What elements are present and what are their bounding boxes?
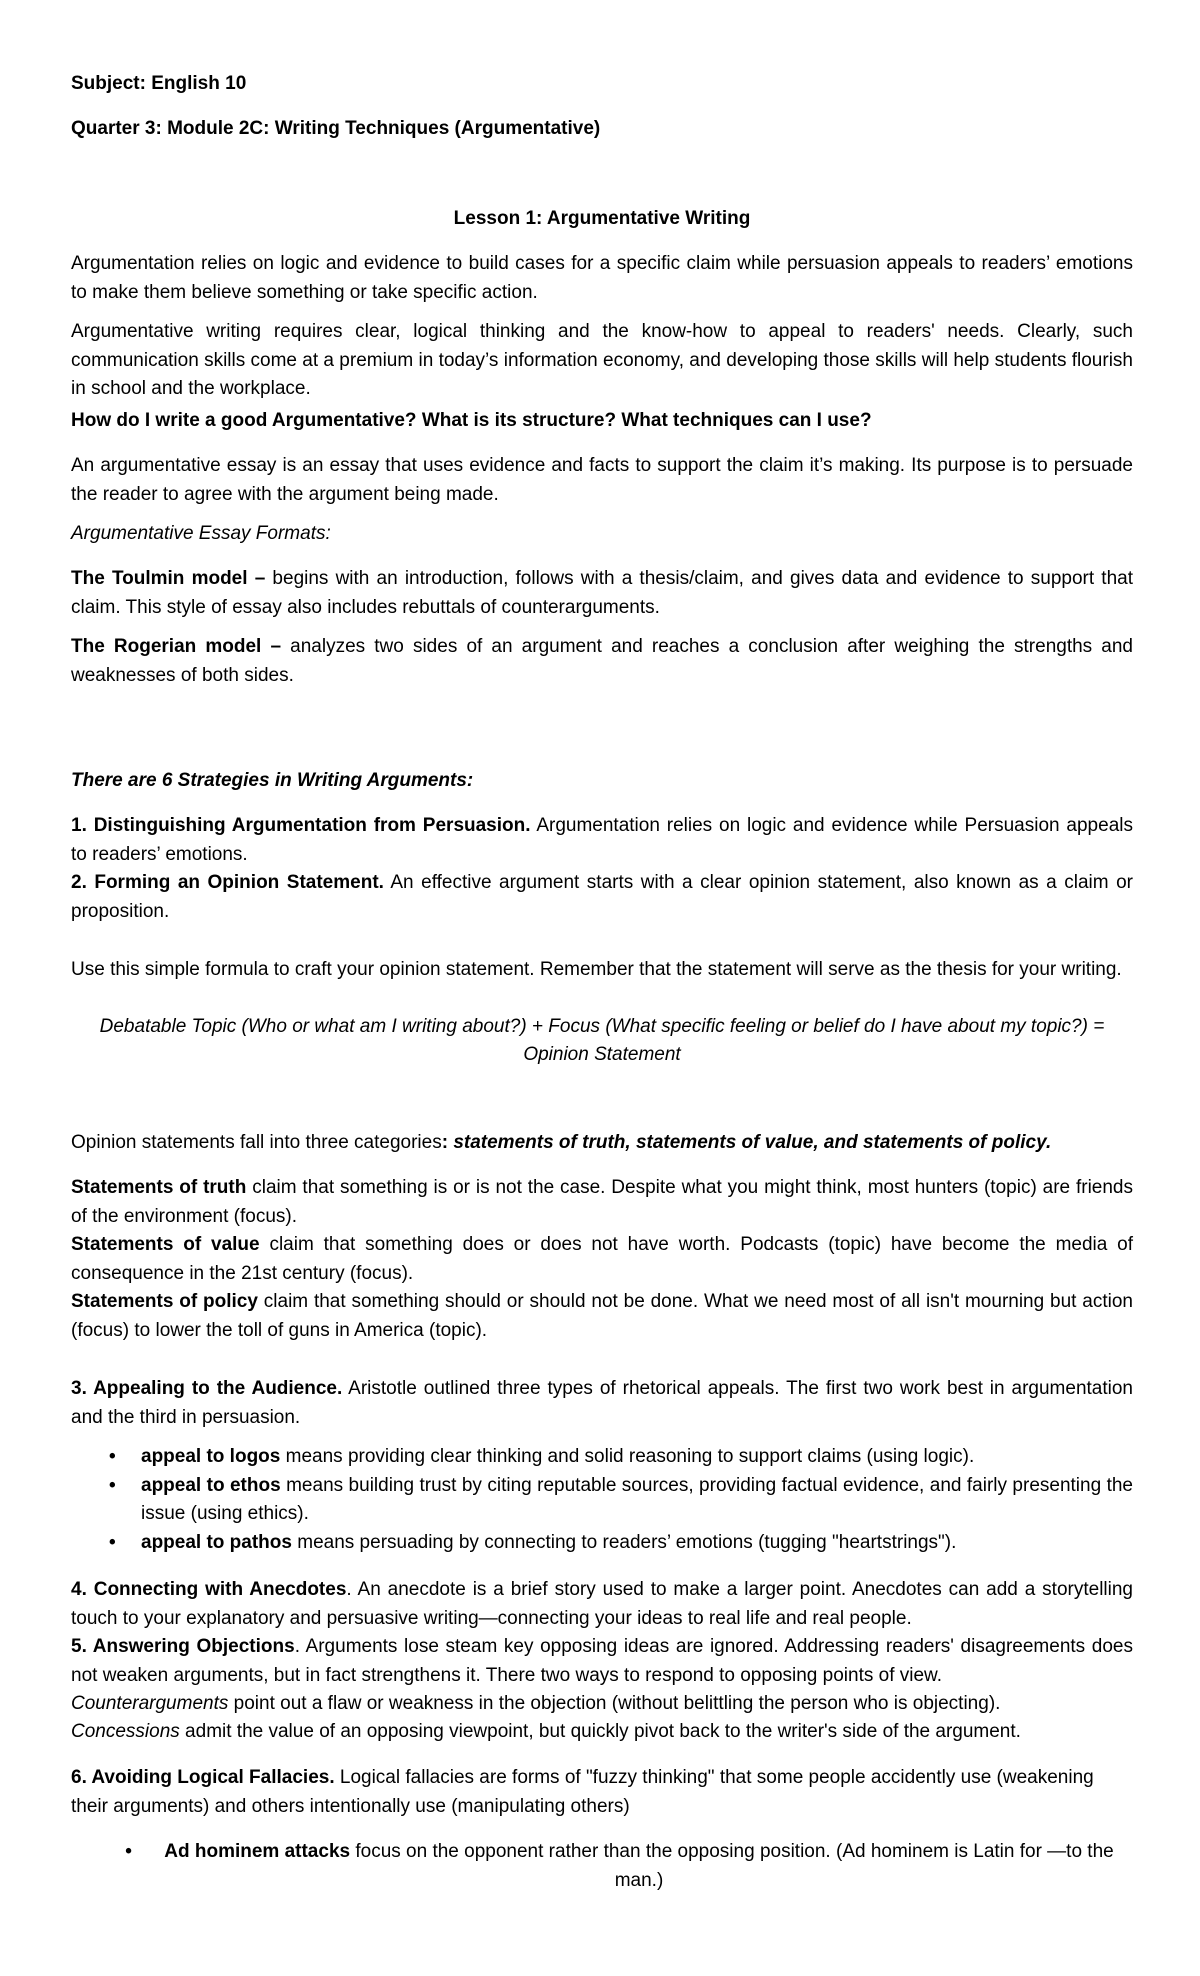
value-text: claim that something does or does not have worth. Podcasts (topic) have become the media of consequence in the 21st century (focus).	[71, 1234, 1133, 1284]
strategy-5-text: . Arguments lose steam key opposing ideas are ignored. Addressing readers' disagreements does not weaken arguments, but in fact strengthens it. There two ways to respond to opposing points of view.	[71, 1636, 1133, 1686]
formula-intro: Use this simple formula to craft your opinion statement. Remember that the statement will serve as the thesis for your writing.	[71, 959, 1122, 980]
strategy-4-text: . An anecdote is a brief story used to make a larger point. Anecdotes can add a storytelling touch to your explanatory and persuasive writing—connecting your ideas to real life and real people.	[71, 1579, 1134, 1629]
ad-hominem-item	[71, 1838, 1133, 1895]
guiding-question: How do I write a good Argumentative? What is its structure? What techniques can I use?	[71, 410, 872, 431]
truth-text: claim that something is or is not the case. Despite what you might think, most hunters (topic) are friends of the environment (focus).	[71, 1177, 1133, 1227]
bullet-icon: •	[109, 1446, 116, 1467]
categories-lead: Opinion statements fall into three categories	[71, 1132, 442, 1153]
module-line: Quarter 3: Module 2C: Writing Techniques (Argumentative)	[71, 118, 601, 139]
concessions-line	[71, 1718, 1133, 1747]
rogerian-paragraph	[71, 633, 1133, 690]
strategy-3-title: 3. Appealing to the Audience.	[71, 1378, 343, 1399]
counterarguments-line	[71, 1690, 1133, 1719]
toulmin-text: begins with an introduction, follows with a thesis/claim, and gives data and evidence to support that claim. This style of essay also includes rebuttals of counterarguments.	[71, 568, 1133, 618]
strategy-5-title: 5. Answering Objections	[71, 1636, 295, 1657]
counterarguments-term: Counterarguments	[71, 1693, 229, 1714]
strategy-3	[71, 1375, 1133, 1432]
bullet-icon: •	[125, 1841, 132, 1862]
statements-of-policy	[71, 1288, 1133, 1345]
intro-paragraph-1: Argumentation relies on logic and evidence to build cases for a specific claim while persuasion appeals to readers’ emotions to make them believe something or take specific action.	[71, 253, 1133, 303]
intro-paragraph-2: Argumentative writing requires clear, logical thinking and the know-how to appeal to readers' needs. Clearly, such communication skills come at a premium in today’s information economy, and developing those skills will help students flourish in school and the workplace.	[71, 321, 1133, 399]
essay-definition: An argumentative essay is an essay that uses evidence and facts to support the claim it’s making. Its purpose is to persuade the reader to agree with the argument being made.	[71, 455, 1133, 505]
strategy-6-title: 6. Avoiding Logical Fallacies.	[71, 1767, 335, 1788]
concessions-term: Concessions	[71, 1721, 180, 1742]
concessions-text: admit the value of an opposing viewpoint, but quickly pivot back to the writer's side of the argument.	[179, 1721, 1021, 1742]
statements-of-truth	[71, 1174, 1133, 1231]
categories-colon: :	[441, 1132, 449, 1153]
counterarguments-text: point out a flaw or weakness in the objection (without belittling the person who is objecting).	[228, 1693, 1001, 1714]
appeal-text: means persuading by connecting to readers’ emotions (tugging "heartstrings").	[291, 1531, 957, 1553]
list-item	[71, 1472, 1133, 1529]
formats-heading: Argumentative Essay Formats:	[71, 523, 331, 544]
rogerian-text: analyzes two sides of an argument and reaches a conclusion after weighing the strengths and weaknesses of both sides.	[71, 636, 1134, 686]
toulmin-term: The Toulmin model –	[71, 568, 266, 589]
lesson-title: Lesson 1: Argumentative Writing	[453, 208, 751, 229]
appeals-list	[71, 1443, 1133, 1557]
toulmin-paragraph	[71, 565, 1133, 622]
appeal-term: appeal to pathos	[141, 1531, 292, 1553]
strategy-1-title: 1. Distinguishing Argumentation from Persuasion.	[71, 815, 531, 836]
ad-hominem-text: focus on the opponent rather than the opposing position. (Ad hominem is Latin for —to the man.)	[350, 1841, 1114, 1891]
strategy-1-text: Argumentation relies on logic and evidence while Persuasion appeals to readers’ emotions.	[71, 815, 1133, 865]
strategy-1	[71, 812, 1133, 869]
ad-hominem-term: Ad hominem attacks	[164, 1841, 351, 1862]
list-item	[71, 1443, 1133, 1472]
bullet-icon: •	[109, 1474, 116, 1496]
strategy-4-title: 4. Connecting with Anecdotes	[71, 1579, 347, 1600]
appeal-term: appeal to ethos	[141, 1474, 281, 1496]
subject-line: Subject: English 10	[71, 73, 247, 94]
appeal-text: means building trust by citing reputable sources, providing factual evidence, and fairly presenting the issue (using ethics).	[141, 1474, 1134, 1524]
strategy-2-text: An effective argument starts with a clear opinion statement, also known as a claim or proposition.	[71, 872, 1133, 922]
policy-text: claim that something should or should not be done. What we need most of all isn't mourning but action (focus) to lower the toll of guns in America (topic).	[71, 1291, 1133, 1341]
strategy-5	[71, 1633, 1133, 1690]
list-item	[71, 1529, 1133, 1558]
strategy-4	[71, 1576, 1133, 1633]
strategy-3-text: Aristotle outlined three types of rhetorical appeals. The first two work best in argumentation and the third in persuasion.	[71, 1378, 1133, 1428]
policy-term: Statements of policy	[71, 1291, 258, 1312]
strategy-6	[71, 1764, 1133, 1821]
strategy-2-title: 2. Forming an Opinion Statement.	[71, 872, 384, 893]
strategies-heading: There are 6 Strategies in Writing Arguments:	[71, 770, 474, 791]
categories-list: statements of truth, statements of value, and statements of policy.	[448, 1132, 1052, 1153]
bullet-icon: •	[109, 1531, 116, 1553]
formula-line-2: Opinion Statement	[523, 1044, 681, 1065]
formula-line-1: Debatable Topic (Who or what am I writing about?) + Focus (What specific feeling or belief do I have about my topic?) =	[99, 1016, 1105, 1037]
value-term: Statements of value	[71, 1234, 260, 1255]
statements-of-value	[71, 1231, 1133, 1288]
strategy-2	[71, 869, 1133, 926]
rogerian-term: The Rogerian model –	[71, 636, 282, 657]
strategy-6-text: Logical fallacies are forms of "fuzzy thinking" that some people accidently use (weakening their arguments) and others intentionally use (manipulating others)	[71, 1767, 1094, 1817]
categories-sentence	[71, 1129, 1133, 1158]
appeal-term: appeal to logos	[141, 1446, 281, 1467]
appeal-text: means providing clear thinking and solid reasoning to support claims (using logic).	[280, 1446, 975, 1467]
truth-term: Statements of truth	[71, 1177, 247, 1198]
